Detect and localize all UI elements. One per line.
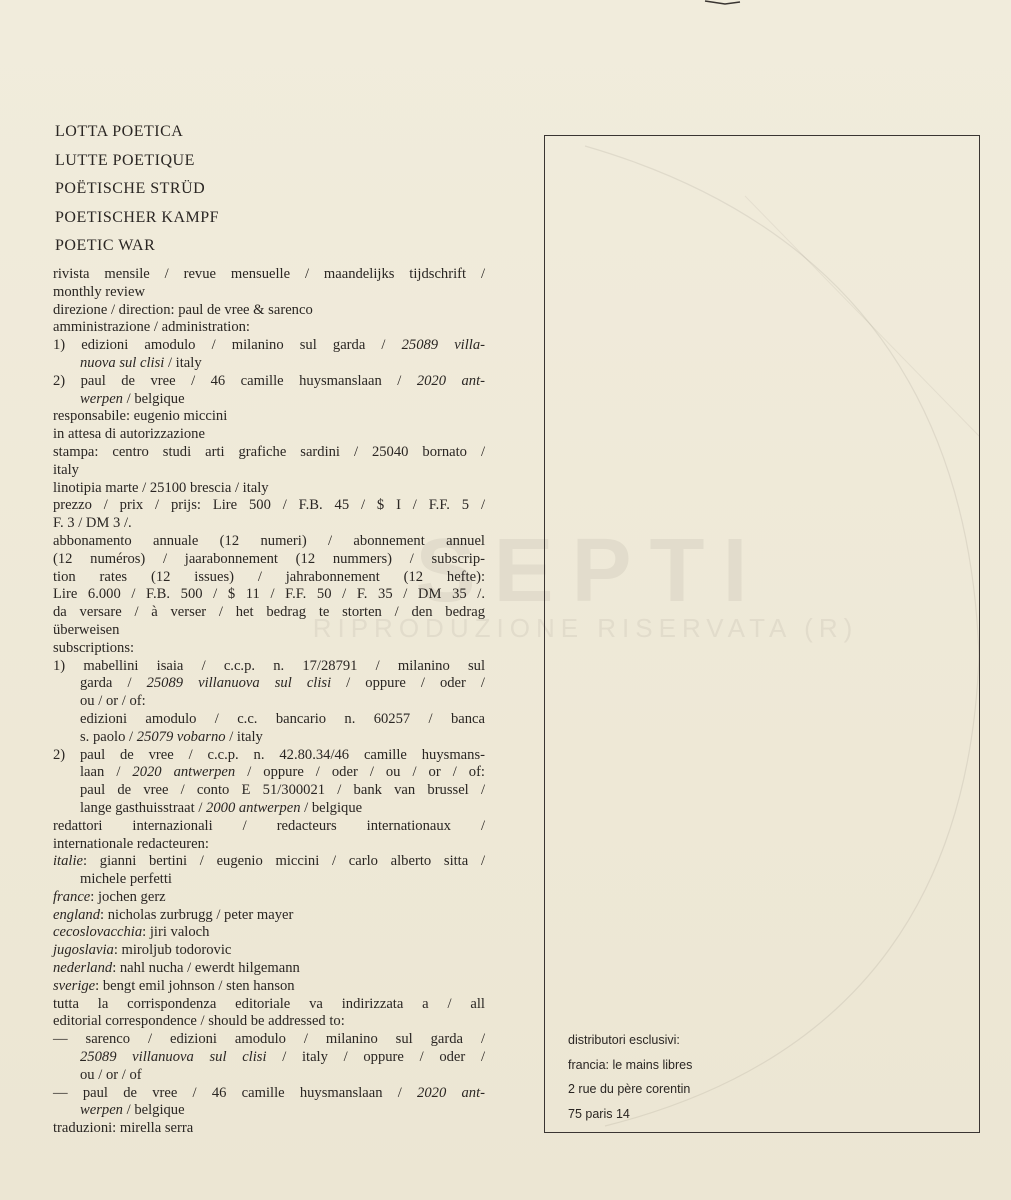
colophon-line — [53, 391, 485, 409]
colophon-line — [53, 907, 485, 925]
line-text: / belgique — [122, 1102, 185, 1119]
line-text: laan / — [80, 764, 133, 781]
title-english: POETIC WAR — [55, 237, 156, 254]
italic-place: 25089 villa- — [401, 337, 485, 354]
line-text: : jiri valoch — [142, 924, 210, 941]
colophon-line: in attesa di autorizzazione — [53, 426, 205, 443]
masthead-colophon — [53, 266, 485, 1138]
italic-place: werpen — [80, 1102, 123, 1119]
colophon-line — [53, 853, 485, 871]
line-text: : jochen gerz — [90, 888, 166, 905]
colophon-line: prezzo / prix / prijs: Lire 500 / F.B. 45 / $ I / F.F. 5 / — [53, 497, 485, 514]
watermark-notice: RIPRODUZIONE RISERVATA (R) — [312, 613, 859, 643]
colophon-line: amministrazione / administration: — [53, 319, 250, 336]
colophon-line — [53, 800, 485, 818]
faint-arc-upper — [585, 146, 979, 656]
country-label: nederland — [53, 960, 113, 977]
title-italian: LOTTA POETICA — [55, 123, 184, 140]
colophon-line — [53, 337, 485, 355]
colophon-line — [53, 1049, 485, 1067]
italic-place: nuova sul clisi — [80, 354, 165, 371]
italic-place: 2020 antwerpen — [132, 764, 236, 781]
distributor-info — [568, 1028, 692, 1126]
colophon-line: paul de vree / conto E 51/300021 / bank van brussel / — [80, 782, 485, 799]
colophon-line — [53, 1085, 485, 1103]
line-text: / belgique — [122, 390, 185, 407]
colophon-line: edizioni amodulo / c.c. bancario n. 60257 / banca — [80, 710, 485, 727]
line-text: : nicholas zurbrugg / peter mayer — [100, 906, 294, 923]
colophon-line: monthly review — [53, 283, 146, 300]
colophon-line: überweisen — [53, 621, 120, 638]
line-text: : bengt emil johnson / sten hanson — [95, 977, 295, 994]
italic-place: 25089 villanuova sul clisi — [80, 1049, 267, 1066]
colophon-line: internationale redacteuren: — [53, 835, 209, 852]
line-text: : gianni bertini / eugenio miccini / carlo alberto sitta / — [83, 853, 485, 870]
italic-place: 2020 ant- — [416, 372, 485, 389]
artwork-frame — [544, 135, 980, 1133]
line-text: / italy — [225, 728, 263, 745]
country-label: italie — [53, 853, 83, 870]
distributor-heading: distributori esclusivi: — [568, 1033, 680, 1047]
distributor-name: francia: le mains libres — [568, 1057, 693, 1072]
colophon-line: 2) paul de vree / c.c.p. n. 42.80.34/46 camille huysmans- — [53, 746, 485, 763]
colophon-line — [53, 889, 485, 907]
colophon-line: redattori internazionali / redacteurs internationaux / — [53, 817, 485, 834]
italic-place: 2000 antwerpen — [206, 799, 301, 816]
distributor-street: 2 rue du père corentin — [568, 1082, 691, 1096]
line-text: garda / — [80, 675, 147, 692]
line-text: : nahl nucha / ewerdt hilgemann — [112, 960, 300, 977]
ink-smudge — [700, 0, 760, 6]
colophon-line: tutta la corrispondenza editoriale va indirizzata a / all — [53, 995, 485, 1012]
multilingual-titles — [55, 122, 219, 265]
colophon-line: ou / or / of: — [80, 693, 146, 710]
line-text: lange gasthuisstraat / — [80, 799, 207, 816]
colophon-line — [53, 373, 485, 391]
colophon-line: ou / or / of — [80, 1066, 142, 1083]
line-text: / oppure / oder / ou / or / of: — [235, 764, 485, 781]
colophon-line: stampa: centro studi arti grafiche sardini / 25040 bornato / — [53, 443, 485, 460]
colophon-line: 1) mabellini isaia / c.c.p. n. 17/28791 / milanino sul — [53, 657, 485, 674]
colophon-line — [53, 1102, 485, 1120]
smudge-mark — [705, 1, 740, 4]
italic-place: 25079 vobarno — [136, 728, 226, 745]
colophon-line: da versare / à verser / het bedrag te storten / den bedrag — [53, 604, 485, 621]
colophon-line: subscriptions: — [53, 639, 135, 656]
watermark-brand: SEPTI — [415, 521, 766, 621]
country-label: sverige — [53, 977, 96, 994]
colophon-line — [53, 764, 485, 782]
colophon-line: responsabile: eugenio miccini — [53, 408, 228, 425]
colophon-line: traduzioni: mirella serra — [53, 1120, 194, 1137]
line-text: s. paolo / — [80, 728, 137, 745]
colophon-line — [53, 675, 485, 693]
colophon-line: abbonamento annuale (12 numeri) / abonnement annuel — [53, 532, 485, 549]
colophon-line: rivista mensile / revue mensuelle / maandelijks tijdschrift / — [53, 266, 485, 282]
title-german: POETISCHER KAMPF — [55, 208, 220, 226]
colophon-line — [53, 924, 485, 942]
line-text: / italy / oppure / oder / — [266, 1049, 485, 1066]
colophon-line: italy — [53, 461, 79, 478]
country-label: jugoslavia — [53, 942, 114, 959]
colophon-line — [53, 355, 485, 373]
title-flemish: POËTISCHE STRÜD — [55, 180, 206, 197]
line-text: — paul de vree / 46 camille huysmanslaan / — [53, 1084, 418, 1101]
colophon-line: Lire 6.000 / F.B. 500 / $ 11 / F.F. 50 / F. 35 / DM 35 /. — [53, 586, 485, 603]
line-text: / oppure / oder / — [331, 675, 485, 692]
colophon-line: — sarenco / edizioni amodulo / milanino sul garda / — [53, 1031, 485, 1048]
colophon-line: (12 numéros) / jaarabonnement (12 nummers) / subscrip- — [53, 550, 485, 567]
colophon-line — [53, 729, 485, 747]
colophon-line — [53, 960, 485, 978]
italic-place: 25089 villanuova sul clisi — [146, 675, 332, 692]
line-text: 1) edizioni amodulo / milanino sul garda / — [53, 337, 402, 354]
line-text: : miroljub todorovic — [113, 942, 232, 959]
colophon-line: direzione / direction: paul de vree & sarenco — [53, 301, 313, 318]
italic-place: werpen — [80, 390, 123, 407]
colophon-line: F. 3 / DM 3 /. — [53, 515, 132, 532]
faint-diagonal — [745, 196, 979, 436]
colophon-line — [53, 942, 485, 960]
colophon-line: editorial correspondence / should be addressed to: — [53, 1013, 345, 1030]
colophon-line: tion rates (12 issues) / jahrabonnement (12 hefte): — [53, 568, 485, 585]
colophon-line — [53, 978, 485, 996]
title-french: LUTTE POETIQUE — [55, 151, 195, 169]
faint-arc-artwork — [545, 136, 979, 1132]
country-label: france — [53, 888, 91, 905]
italic-place: 2020 ant- — [417, 1084, 485, 1101]
country-label: england — [53, 906, 101, 923]
line-text: 2) paul de vree / 46 camille huysmanslaan / — [53, 372, 417, 389]
colophon-line: michele perfetti — [80, 871, 172, 888]
line-text: / italy — [164, 354, 202, 371]
line-text: / belgique — [300, 799, 363, 816]
distributor-city: 75 paris 14 — [568, 1106, 630, 1121]
country-label: cecoslovacchia — [53, 924, 143, 941]
colophon-line: linotipia marte / 25100 brescia / italy — [53, 479, 269, 496]
